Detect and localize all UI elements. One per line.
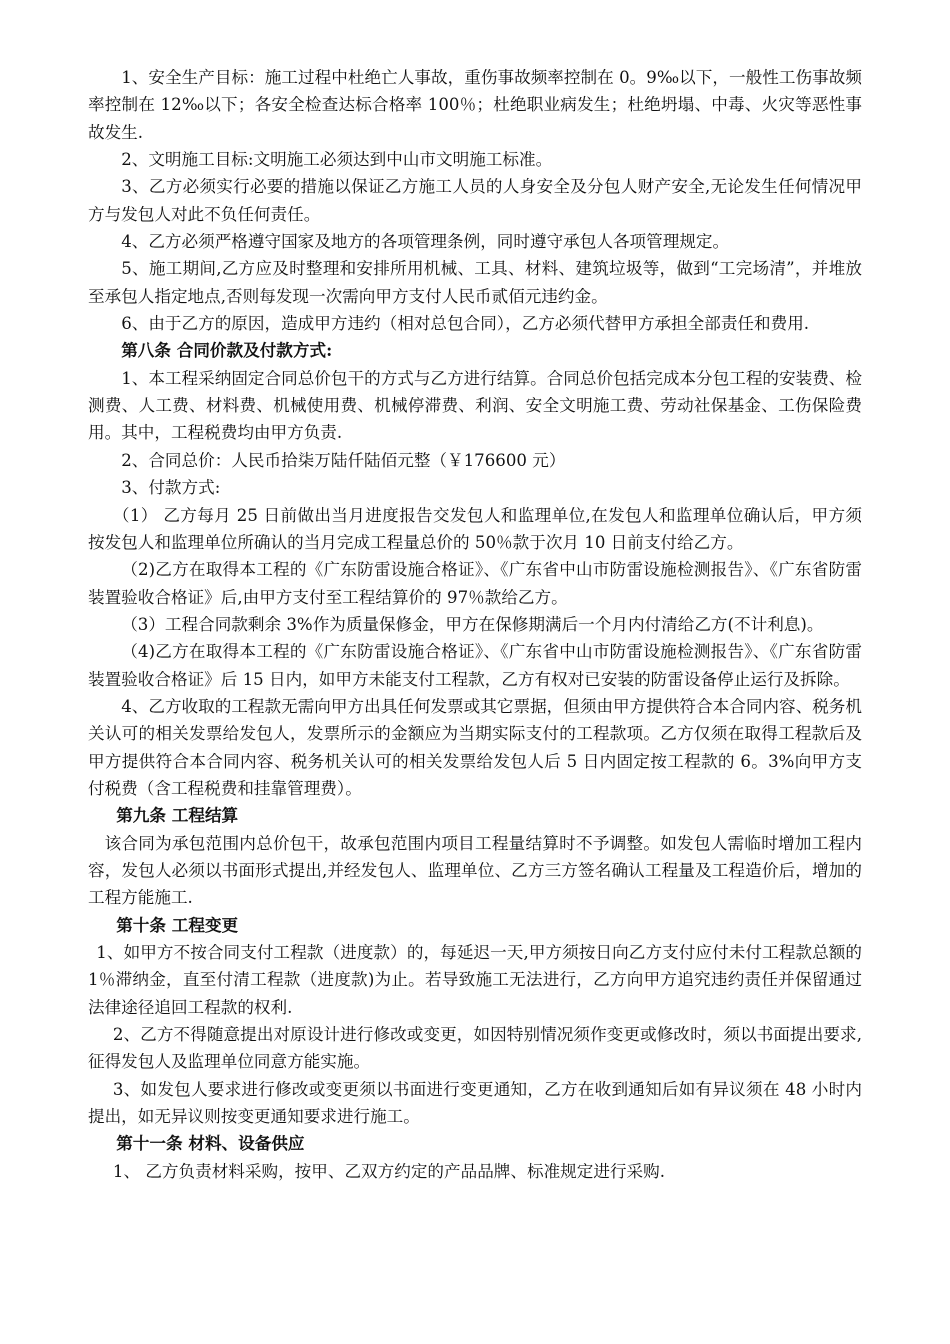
paragraph-payment-method: 3、付款方式: <box>121 478 221 498</box>
paragraph-safety-goal: 1、安全生产目标：施工过程中杜绝亡人事故，重伤事故频率控制在 0。9‰以下，一般性工伤事故频率控制在 12‰以下；各安全检查达标合格率 100％；杜绝职业病发生；杜绝坍塌、中毒、火灾等恶性事故发生. <box>88 68 862 142</box>
paragraph-payment-item-4: （4)乙方在取得本工程的《广东防雷设施合格证》、《广东省中山市防雷设施检测报告》、《广东省防雷装置验收合格证》后 15 日内，如甲方未能支付工程款，乙方有权对已安装的防雷设备停止运行及拆除。 <box>88 642 862 689</box>
section-heading-article-9: 第九条 工程结算 <box>116 805 239 826</box>
paragraph-change-notice: 3、如发包人要求进行修改或变更须以书面进行变更通知，乙方在收到通知后如有异议须在 48 小时内提出，如无异议则按变更通知要求进行施工。 <box>88 1079 862 1127</box>
paragraph-material-procurement: 1、 乙方负责材料采购，按甲、乙双方约定的产品品牌、标准规定进行采购. <box>112 1161 665 1181</box>
paragraph-payment-item-2: （2)乙方在取得本工程的《广东防雷设施合格证》、《广东省中山市防雷设施检测报告》、《广东省防雷装置验收合格证》后,由甲方支付至工程结算价的 97％款给乙方。 <box>88 560 862 607</box>
paragraph-design-change: 2、乙方不得随意提出对原设计进行修改或变更，如因特别情况须作变更或修改时，须以书面提出要求,征得发包人及监理单位同意方能实施。 <box>88 1025 862 1072</box>
paragraph-late-payment: 1、如甲方不按合同支付工程款（进度款）的，每延迟一天,甲方须按日向乙方支付应付未付工程款总额的 1％滞纳金，直至付清工程款（进度款)为止。若导致施工无法进行，乙方向甲方追究违约责任并保留通过法律途径追回工程款的权利. <box>88 943 862 1017</box>
section-heading-article-10: 第十条 工程变更 <box>116 914 239 935</box>
paragraph-regulations: 4、乙方必须严格遵守国家及地方的各项管理条例，同时遵守承包人各项管理规定。 <box>121 232 730 252</box>
paragraph-personnel-safety: 3、乙方必须实行必要的措施以保证乙方施工人员的人身安全及分包人财产安全,无论发生任何情况甲方与发包人对此不负任何责任。 <box>88 177 862 224</box>
paragraph-settlement: 该合同为承包范围内总价包干，故承包范围内项目工程量结算时不予调整。如发包人需临时增加工程内容，发包人必须以书面形式提出,并经发包人、监理单位、乙方三方签名确认工程量及工程造价后，增加的工程方能施工. <box>88 833 862 908</box>
paragraph-fixed-price: 1、本工程采纳固定合同总价包干的方式与乙方进行结算。合同总价包括完成本分包工程的安装费、检测费、人工费、材料费、机械使用费、机械停滞费、利润、安全文明施工费、劳动社保基金、工伤保险费用。其中，工程税费均由甲方负责. <box>88 368 862 443</box>
paragraph-civilized-construction-goal: 2、文明施工目标:文明施工必须达到中山市文明施工标准。 <box>121 150 553 170</box>
paragraph-site-clearing: 5、施工期间,乙方应及时整理和安排所用机械、工具、材料、建筑垃圾等，做到“工完场清”，并堆放至承包人指定地点,否则每发现一次需向甲方支付人民币贰佰元违约金。 <box>88 259 862 306</box>
paragraph-breach-liability: 6、由于乙方的原因，造成甲方违约（相对总包合同），乙方必须代替甲方承担全部责任和费用. <box>121 314 810 334</box>
paragraph-payment-item-1: （1） 乙方每月 25 日前做出当月进度报告交发包人和监理单位,在发包人和监理单位确认后，甲方须按发包人和监理单位所确认的当月完成工程量总价的 50％款于次月 10 日前支付给乙方。 <box>88 505 862 552</box>
paragraph-invoice-tax: 4、乙方收取的工程款无需向甲方出具任何发票或其它票据，但须由甲方提供符合本合同内容、税务机关认可的相关发票给发包人，发票所示的金额应为当期实际支付的工程款项。乙方仅须在取得工程款后及甲方提供符合本合同内容、税务机关认可的相关发票给发包人后 5 日内固定按工程款的 6。3%向甲方支付税费（含工程税费和挂靠管理费）。 <box>88 696 862 798</box>
paragraph-total-price: 2、合同总价：人民币拾柒万陆仟陆佰元整（￥176600 元） <box>121 450 566 470</box>
document-page <box>88 64 862 1185</box>
paragraph-payment-item-3: （3）工程合同款剩余 3%作为质量保修金，甲方在保修期满后一个月内付清给乙方(不计利息)。 <box>121 614 824 634</box>
section-heading-article-11: 第十一条 材料、设备供应 <box>116 1133 305 1154</box>
section-heading-article-8: 第八条 合同价款及付款方式: <box>121 340 333 361</box>
